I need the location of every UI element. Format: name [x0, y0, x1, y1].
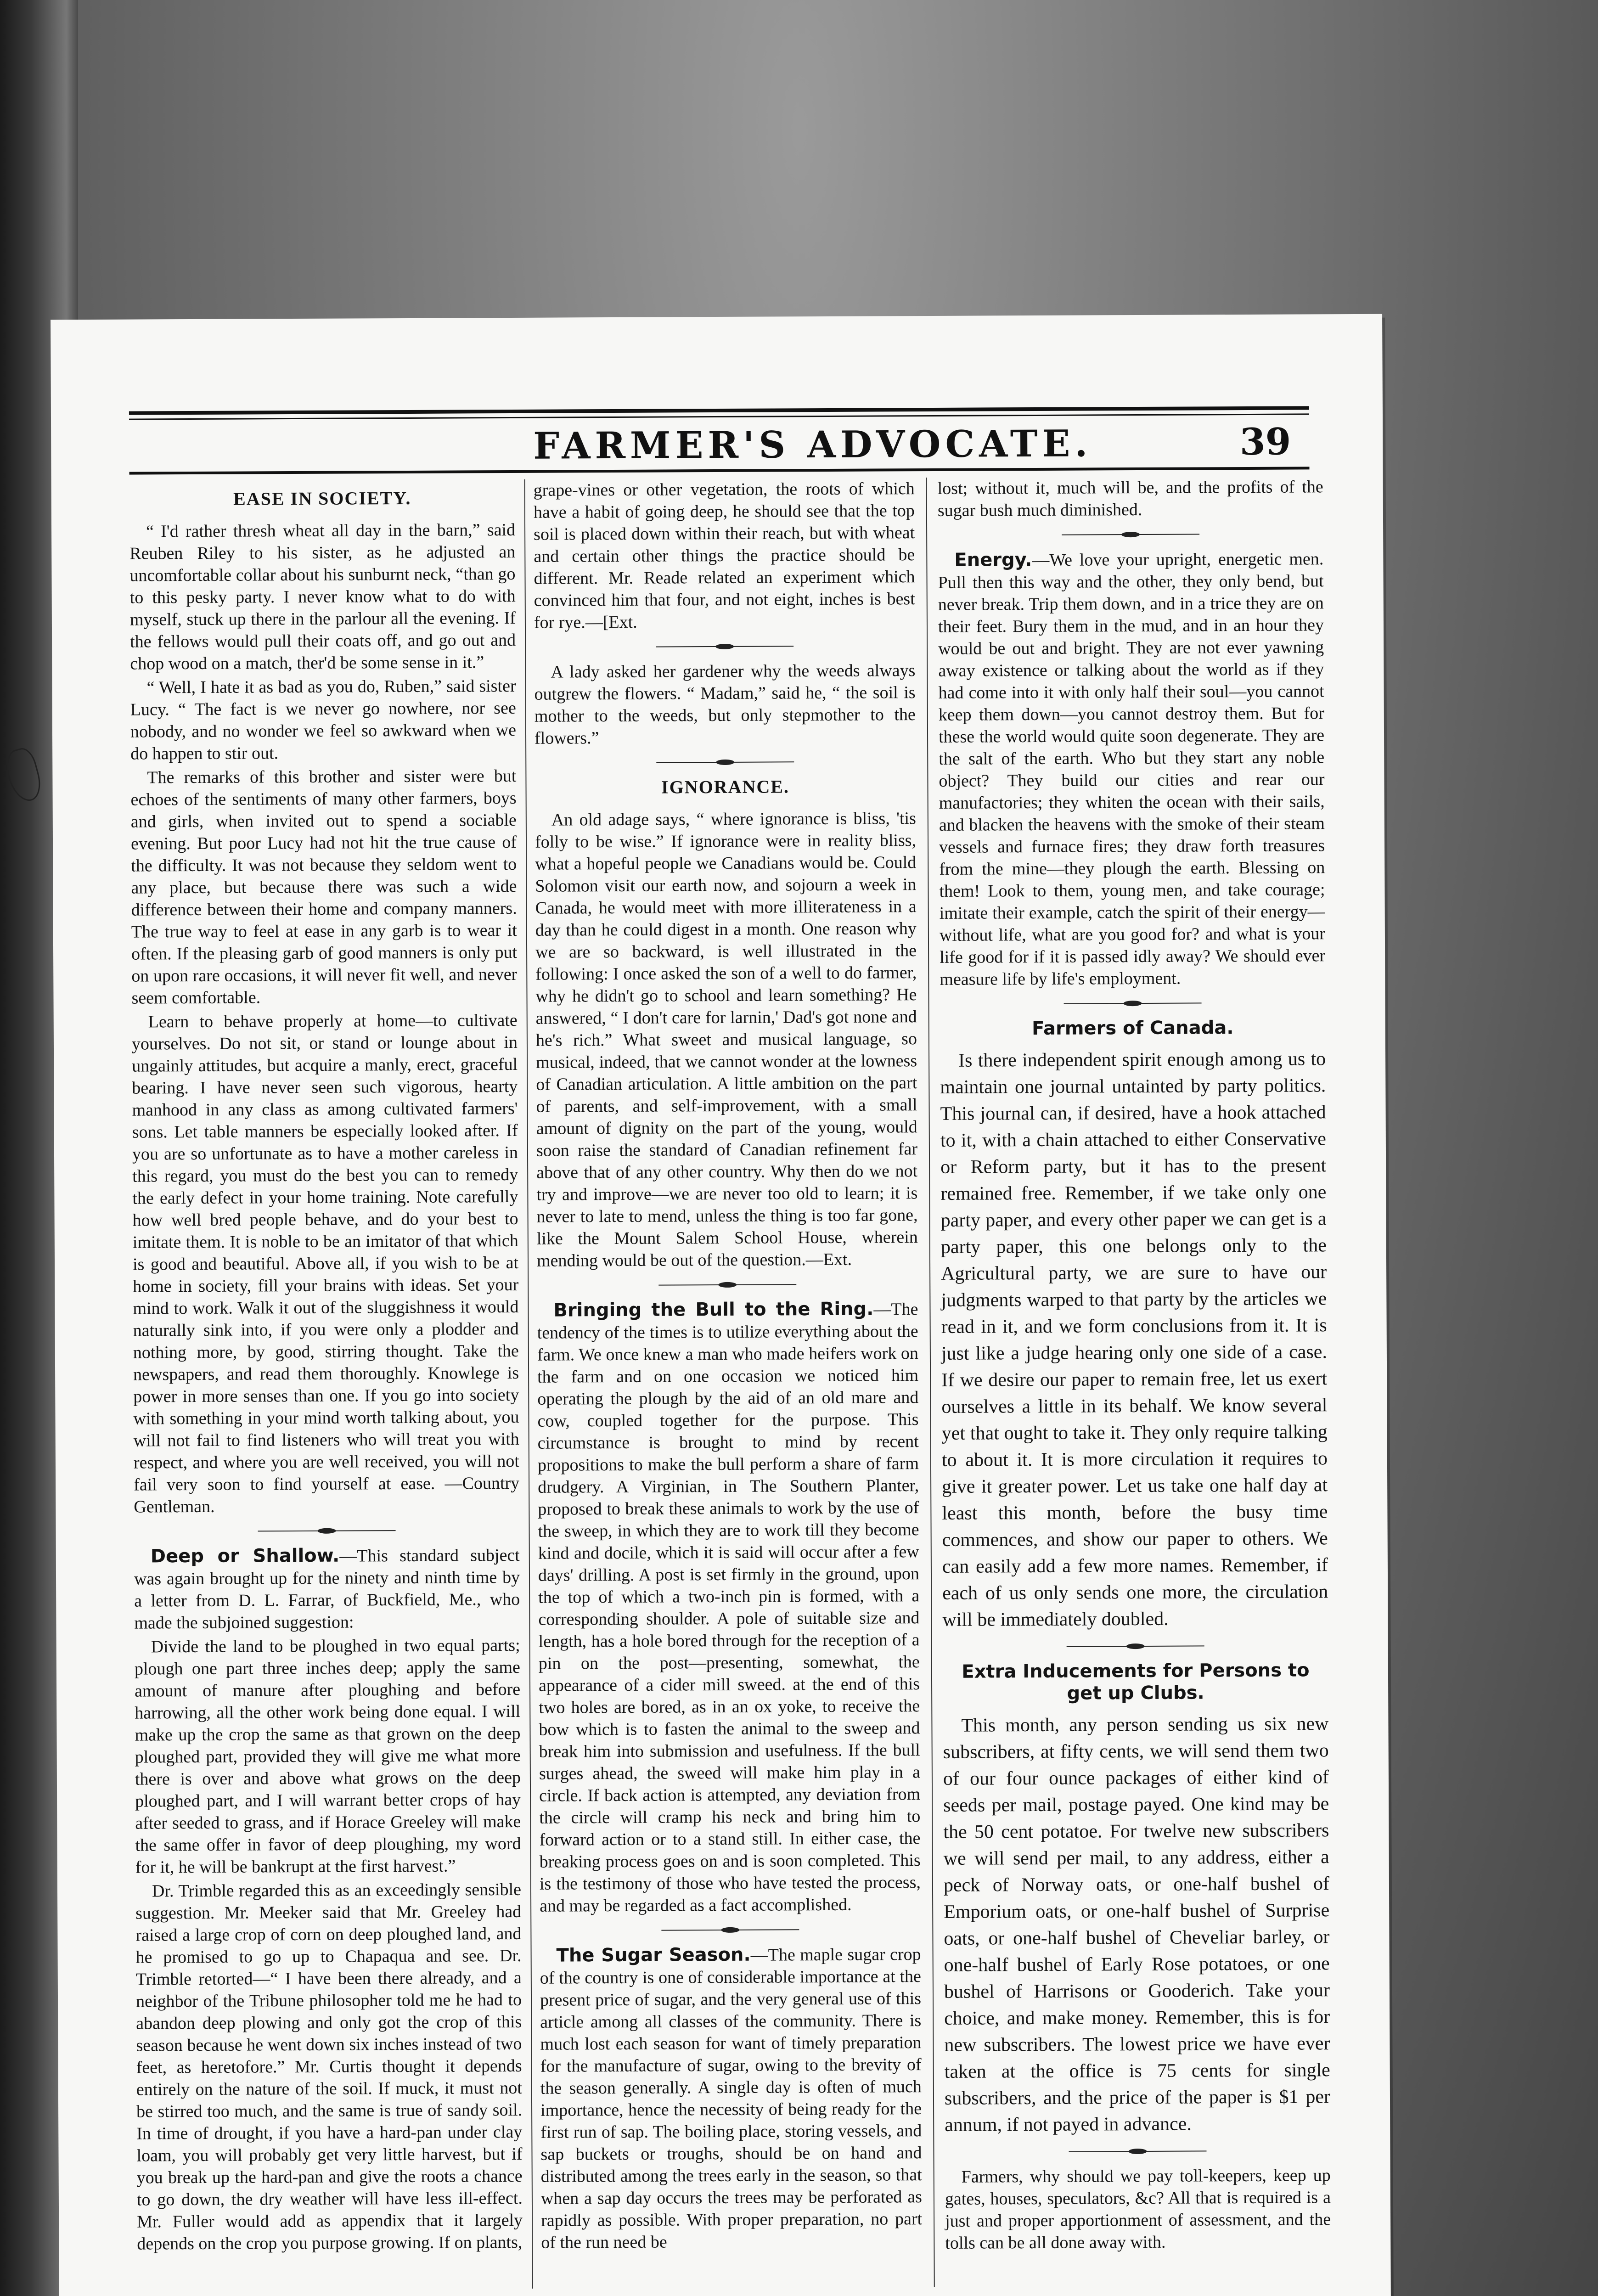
article-heading-energy: Energy. [954, 549, 1032, 571]
article-heading-bringing-the-bull: Bringing the Bull to the Ring. [553, 1298, 874, 1321]
article-paragraph: Dr. Trimble regarded this as an exceedingly sensible suggestion. Mr. Meeker said that Mr. Greeley had raised a large crop of corn on deep ploughed land, and he promised to go up to Chapaqua and see. Dr. Trimble retorted—“ I have been there already, and a neighbor of the Tribune philosopher told me he had to abandon deep plowing and only got the crop of this season because he went down six inches instead of two feet, as heretofore.” Mr. Curtis thought it depends entirely on the nature of the soil. If muck, it must not be stirred too much, and the same is true of sandy soil. In time of drought, if you have a hard-pan under clay loam, you will probably get very little harvest, but if you break up the hard-pan and give the roots a chance to go down, the dry weather will have less ill-effect. Mr. Fuller would add as appendix that it largely depends on the crop you purpose growing. If on plants, [135, 1880, 523, 2254]
article-paragraph: This month, any person sending us six new subscribers, at fifty cents, we will send them two of our four ounce packages of either kind of seeds per mail, postage payed. One kind may be the 50 cent potatoe. For twelve new subscribers we will send per mail, to any address, either a peck of Norway oats, or one-half bushel of Emporium oats, or one-half bushel of Surprise oats, or one-half bushel of Cheveliar barley, or one-half bushel of Early Rose potatoes, or one bushel of Harrisons or Gooderich. Take your choice, and make money. Remember, this is for new subscribers. The lowest price we have ever taken at the office is 75 cents for single subscribers, and the price of the paper is $1 per annum, if not payed in advance. [943, 1713, 1331, 2136]
section-ornament [1069, 2147, 1206, 2155]
section-ornament [1064, 999, 1202, 1007]
article-sugar-season [540, 1943, 923, 2254]
article-paragraph: —We love your upright, energetic men. Pull then this way and the other, they only bend, but never break. Trip them down, and in a trice they are on their feet. Bury them in the mud, and in an hour they would be out and bright. They are not ever yawning away existence or talking about the world as if they had come into it with only half their soul—you cannot keep them down—you cannot destroy them. But for these the world would quite soon degenerate. They are the salt of the earth. Who but they start any noble object? They build our cities and rear our manufactories; they whiten the ocean with their sails, and blacken the heavens with the smoke of their steam vessels and furnace fires; they draw forth treasures from the mine—they plough the earth. Blessing on them! Look to them, young men, and take courage; imitate their example, catch the spirit of their energy—without life, what are you good for? and what is your life good for if it is passed idly away? We should ever measure life by life's employment. [938, 549, 1326, 989]
article-heading-ease-in-society: EASE IN SOCIETY. [233, 487, 411, 509]
section-ornament [258, 1527, 396, 1535]
masthead-rule-top [129, 406, 1309, 415]
section-ornament [658, 1281, 796, 1289]
article-extra-inducements [943, 1711, 1330, 2138]
article-paragraph: —This standard subject was again brought up for the ninety and ninth time by a letter from D. L. Farrar, of Buckfield, Me., who made the subjoined suggestion: [134, 1545, 520, 1633]
article-paragraph: —The maple sugar crop of the country is one of considerable importance at the present price of sugar, and the very general use of this article among all classes of the community. There is much lost each season for want of timely preparation for the manufacture of sugar, owing to the brevity of the season generally. A single day is often of much importance, hence the necessity of being ready for the first run of sap. The boiling place, storing vessels, and sap buckets or troughs, should be on hand and distributed among the trees early in the season, so that when a sap day occurs the trees may be perforated as rapidly as possible. With proper preparation, no part of the run need be [540, 1945, 923, 2252]
column-divider [524, 479, 533, 2289]
page-number: 39 [1239, 420, 1291, 464]
article-paragraph: The remarks of this brother and sister were but echoes of the sentiments of many other farmers, boys and girls, when invited out to spend a sociable evening. But poor Lucy had not hit the true cause of the difficulty. It was not because they seldom went to any place, but because there was such a wide difference between their home and company manners. The true way to feel at ease in any garb is to wear it often. If the pleasing garb of good manners is only put on upon rare occasions, it will never fit well, and never seem comfortable. [130, 766, 518, 1008]
article-bringing-the-bull [537, 1298, 921, 1917]
article-farmers-of-canada [940, 1046, 1328, 1633]
section-ornament [1067, 1642, 1204, 1650]
newspaper-page [51, 314, 1391, 2296]
masthead [129, 416, 1309, 472]
article-paragraph: Divide the land to be ploughed in two equal parts; plough one part three inches deep; apply the same amount of manure after ploughing and before harrowing, all the other work being done equal. I will make up the crop the same as that grown on the deep ploughed part, provided they will give me what more there is over and above what grows on the deep ploughed part, and I will warrant better crops of hay after seeded to grass, and if Horace Greeley will make the same offer in favor of deep ploughing, my word for it, he will be bankrupt at the first harvest.” [134, 1635, 521, 1877]
article-paragraph: —The tendency of the times is to utilize everything about the farm. We once knew a man who made heifers work on the farm and on one occasion we noticed him operating the plough by the aid of an old mare and cow, coupled together for the purpose. This circumstance is brought to mind by recent propositions to make the bull perform a share of farm drudgery. A Virginian, in The Southern Planter, proposed to break these animals to work by the use of the sweep, in which they are to work till they become kind and docile, which it is said will occur after a few days' drilling. A post is set firmly in the ground, upon the top of which a two-inch pin is formed, with a corresponding shoulder. A pole of suitable size and length, has a hole bored through for the reception of a pin on the post—presenting, somewhat, the appearance of a cider mill sweed. at the end of this two holes are bored, as in an ox yoke, to receive the bow which is to fasten the animal to the sweep and break him into submission and usefulness. If the bull surges ahead, the sweed will make him play in a circle. If back action is attempted, any deviation from the circle will cramp his neck and bring him to forward action or to a stand still. In either case, the breaking process goes on and is soon completed. This is the testimony of those who have tested the process, and may be regarded as a fact accomplished. [537, 1300, 921, 1916]
article-paragraph: “ I'd rather thresh wheat all day in the barn,” said Reuben Riley to his sister, as he adjusted an uncomfortable collar about his sunburnt neck, “than go to this pesky party. I never know what to do with myself, stuck up there in the parlour all the evening. If the fellows would pull their coats off, and go out and chop wood on a match, ther'd be some sense in it.” [129, 520, 516, 674]
column-2 [534, 478, 923, 2256]
article-heading-deep-or-shallow: Deep or Shallow. [150, 1545, 340, 1567]
article-paragraph: A lady asked her gardener why the weeds always outgrew the flowers. “ Madam,” said he, “ the soil is mother to the weeds, but only stepmother to the flowers.” [534, 661, 916, 748]
column-3 [938, 476, 1331, 2256]
section-ornament [1062, 530, 1199, 538]
article-heading-sugar-season: The Sugar Season. [556, 1944, 751, 1966]
article-paragraph: Farmers, why should we pay toll-keepers, keep up gates, houses, speculators, &c? All that is required is a just and proper apportionment of assessment, and the tolls can be all done away with. [945, 2166, 1331, 2253]
article-heading-extra-inducements: Extra Inducements for Persons to get up Clubs. [962, 1660, 1310, 1704]
column-1 [129, 479, 523, 2257]
section-ornament [656, 758, 794, 766]
publication-title: FARMER'S ADVOCATE. [533, 422, 1092, 467]
column-divider [926, 478, 935, 2287]
article-heading-farmers-of-canada: Farmers of Canada. [1032, 1017, 1234, 1040]
article-paragraph: grape-vines or other vegetation, the roots of which have a habit of going deep, he should see that the top soil is placed down within their reach, but with wheat and certain other things the practice should be different. Mr. Reade related an experiment which convinced him that four, and not eight, inches is best for rye.—[Ext. [533, 479, 915, 632]
article-paragraph: “ Well, I hate it as bad as you do, Ruben,” said sister Lucy. “ The fact is we never go nowhere, nor see nobody, and no wonder we feel so awkward when we do happen to stir out. [130, 676, 517, 764]
article-energy [938, 547, 1325, 990]
article-paragraph: An old adage says, “ where ignorance is bliss, 'tis folly to be wise.” If ignorance were in reality bliss, what a hopeful people we Canadians would be. Could Solomon visit our earth now, and sojourn a week in Canada, he would meet with more illiterateness in a day than he could digest in a month. One reason why we are so backward, is well illustrated in the following: I once asked the son of a well to do farmer, why he didn't go to school and learn something? He answered, “ I don't care for larnin,' Dad's got none and he's rich.” What sweet and musical language, so musical, indeed, that we cannot wonder at the lowness of Canadian articulation. A little ambition on the part of parents, and self-improvement, with a small amount of dignity on the part of the young, would soon raise the standard of Canadian refinement far above that of any other country. Why then do we not try and improve—we are never too old to learn; it is never to late to mend, unless the thing is too far gone, like the Mount Salem School House, wherein mending would be out of the question.—Ext. [535, 809, 918, 1271]
article-paragraph: Is there independent spirit enough among us to maintain one journal untainted by party politics. This journal can, if desired, have a hook attached to it, with a chain attached to either Conservative or Reform party, but it has to the present remained free. Remember, if we take only one party paper, and every other paper we can get is a party paper, this one belongs only to the Agricultural party, we are sure to have our judgments warped to that party by the articles we read in it, and we form conclusions from it. It is just like a judge hearing only one side of a case. If we desire our paper to remain free, let us exert ourselves a little in its behalf. We know several yet that ought to take it. They only require talking to about it. It is more circulation it requires to give it greater power. Let us take one half day at least this month, before the busy time commences, and show our paper to others. We can easily add a few more names. Remember, if each of us only sends one more, the circulation will be immediately doubled. [940, 1048, 1328, 1631]
section-ornament [656, 642, 793, 650]
section-ornament [661, 1926, 799, 1934]
article-paragraph: lost; without it, much will be, and the profits of the sugar bush much diminished. [937, 477, 1323, 520]
article-paragraph: Learn to behave properly at home—to cultivate yourselves. Do not sit, or stand or lounge about in ungainly attitudes, but acquire a manly, erect, graceful bearing. I have never seen such vigorous, hearty manhood in any class as among cultivated farmers' sons. Let table manners be especially looked after. If you are so unfortunate as to have a mother careless in this regard, you must do the best you can to remedy the early defect in your home training. Note carefully how well bred people behave, and do your best to imitate them. It is noble to be an imitator of that which is good and beautiful. Above all, if you wish to be at home in society, fill your brains with ideas. Set your mind to work. Walk it out of the sluggishness it would naturally sink into, if you were only a plodder and nothing more, by good, stirring thought. Take the newspapers, and read them thoroughly. Knowlege is power in more senses than one. If you go into society with something in your mind worth talking about, you will not fail to find listeners who will treat you with respect, and where you are well received, you will not fail very soon to find yourself at ease. —Country Gentleman. [131, 1010, 520, 1517]
article-deep-or-shallow [134, 1544, 520, 1634]
article-heading-ignorance: IGNORANCE. [661, 776, 790, 798]
